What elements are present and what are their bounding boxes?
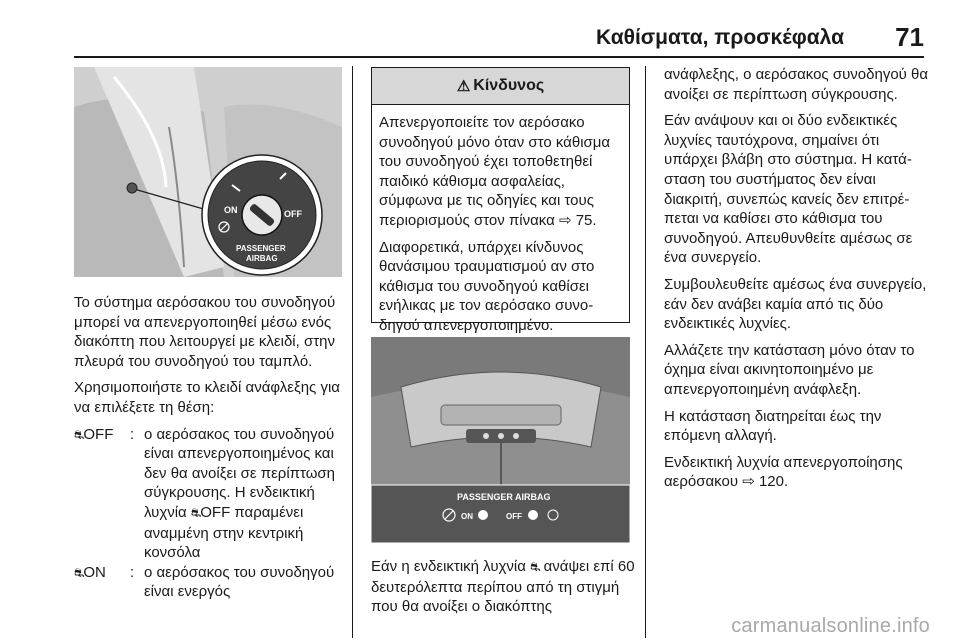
- page-reference-icon: ⇨: [558, 211, 576, 229]
- switch-caption-passenger: PASSENGER: [236, 244, 286, 253]
- indicator-panel-label: PASSENGER AIRBAG: [457, 492, 551, 502]
- change-status-paragraph: Αλλάζετε την κατάσταση μόνο όταν το όχημα είναι ακινητοποιημένο με απενεργοποιημένη ανάφλεξη.: [664, 341, 915, 398]
- definition-off-text: ο αερόσακος του συνοδηγού είναι απενεργοποιημένος και δεν θα ανοίξει σε περίπτωση σύγκρουσης. Η ενδεικτική λυχνία: [144, 425, 336, 521]
- column-3-text: [664, 65, 930, 499]
- child-seat-off-icon: ⛐: [190, 505, 201, 520]
- column-1-text: [74, 293, 346, 602]
- page-number: 71: [895, 22, 924, 52]
- airbag-on-icon: ⛐: [74, 565, 84, 580]
- retained-status-paragraph: Η κατάσταση διατηρείται έως την επόμενη αλλαγή.: [664, 407, 882, 445]
- definition-off-colon: :: [130, 425, 135, 443]
- deactivation-page-reference[interactable]: 120.: [758, 473, 789, 491]
- continuation-paragraph: ανάφλεξης, ο αερόσακος συνοδηγού θα ανοίξει σε περίπτωση σύγκρουσης.: [664, 66, 929, 103]
- airbag-indicator-illustration: [371, 337, 630, 543]
- danger-warning-box: [371, 67, 630, 334]
- page-header-title: Καθίσματα, προσκέφαλα: [596, 26, 844, 49]
- intro-paragraph: Το σύστημα αερόσακου του συνοδηγού μπορεί να απενεργοποιηθεί μέσω ενός διακόπτη που λειτουργεί με κλειδί, στην πλευρά του συνοδηγού του ταμπλό.: [74, 294, 336, 370]
- definition-on-term: ON: [83, 563, 106, 581]
- indicator-paragraph: Εάν η ενδεικτική λυχνία: [371, 558, 531, 575]
- airbag-key-switch-illustration: [74, 67, 342, 277]
- column-divider-left: [352, 66, 353, 638]
- warning-paragraph-1: Απενεργοποιείτε τον αερόσακο συνοδηγού μόνο όταν στο κάθισμα του συνοδηγού έχει τοποθετηθεί παιδικό κάθισμα ασφαλείας, σύμφωνα με τις οδηγίες και τους περιορισμούς στον πίνακα: [379, 114, 611, 229]
- switch-label-on: ON: [224, 205, 238, 215]
- indicator-label-on: ON: [461, 512, 473, 521]
- switch-caption-airbag: AIRBAG: [246, 254, 278, 263]
- deactivation-lamp-paragraph: Ενδεικτική λυχνία απενεργοποίησης αερόσακου: [664, 453, 903, 491]
- warning-paragraph-2: Διαφορετικά, υπάρχει κίνδυνος θανάσιμου τραυματισμού αν στο κάθισμα του συνοδηγού καθίσει ενήλικας με τον αερόσακο συνοδηγού απενεργοποιημένο.: [379, 238, 595, 334]
- no-light-paragraph: Συμβουλευθείτε αμέσως ένα συνεργείο, εάν δεν ανάβει καμία από τις δύο ενδεικτικές λυχνίες.: [664, 275, 927, 333]
- airbag-on-icon: ⛐: [530, 560, 540, 574]
- indicator-label-off: OFF: [506, 512, 522, 521]
- definition-off-term: OFF: [83, 425, 114, 443]
- child-seat-off-icon: ⛐: [74, 427, 84, 442]
- column-2-text: [371, 557, 639, 624]
- column-divider-right: [645, 66, 646, 638]
- definition-on-text: ο αερόσακος του συνοδηγού είναι ενεργός: [144, 563, 335, 601]
- instruction-paragraph: Χρησιμοποιήστε το κλειδί ανάφλεξης για να επιλέξετε τη θέση:: [74, 379, 340, 416]
- definition-off-inline-term: OFF: [200, 503, 231, 521]
- warning-triangle-icon: ⚠: [456, 78, 471, 95]
- definition-off-text-end: παραμένει αναμμένη στην κεντρική κονσόλα: [144, 503, 304, 562]
- indicator-paragraph-end: ανάψει επί 60 δευτερόλεπτα περίπου από τη στιγμή που θα ανοίξει ο διακόπτης: [371, 558, 635, 616]
- header-divider: [74, 56, 924, 58]
- definition-off: [74, 425, 346, 563]
- fault-paragraph: Εάν ανάψουν και οι δύο ενδεικτικές λυχνίες ταυτόχρονα, σημαίνει ότι υπάρχει βλάβη στο σύστημα. Η κατάσταση του συστήματος δεν είναι διακριτή, συνεπώς κανείς δεν επιτρέπεται να καθίσει στο κάθισμα του συνοδηγού. Απευθυνθείτε αμέσως σε ένα συνεργείο.: [664, 112, 913, 267]
- warning-title: Κίνδυνος: [473, 77, 545, 94]
- definition-on-colon: :: [130, 563, 135, 581]
- definition-on: [74, 563, 346, 602]
- watermark: carmanualsonline.info: [731, 615, 930, 637]
- page-reference-icon: ⇨: [742, 473, 759, 491]
- warning-page-reference[interactable]: 75.: [575, 211, 597, 229]
- switch-label-off: OFF: [284, 209, 302, 219]
